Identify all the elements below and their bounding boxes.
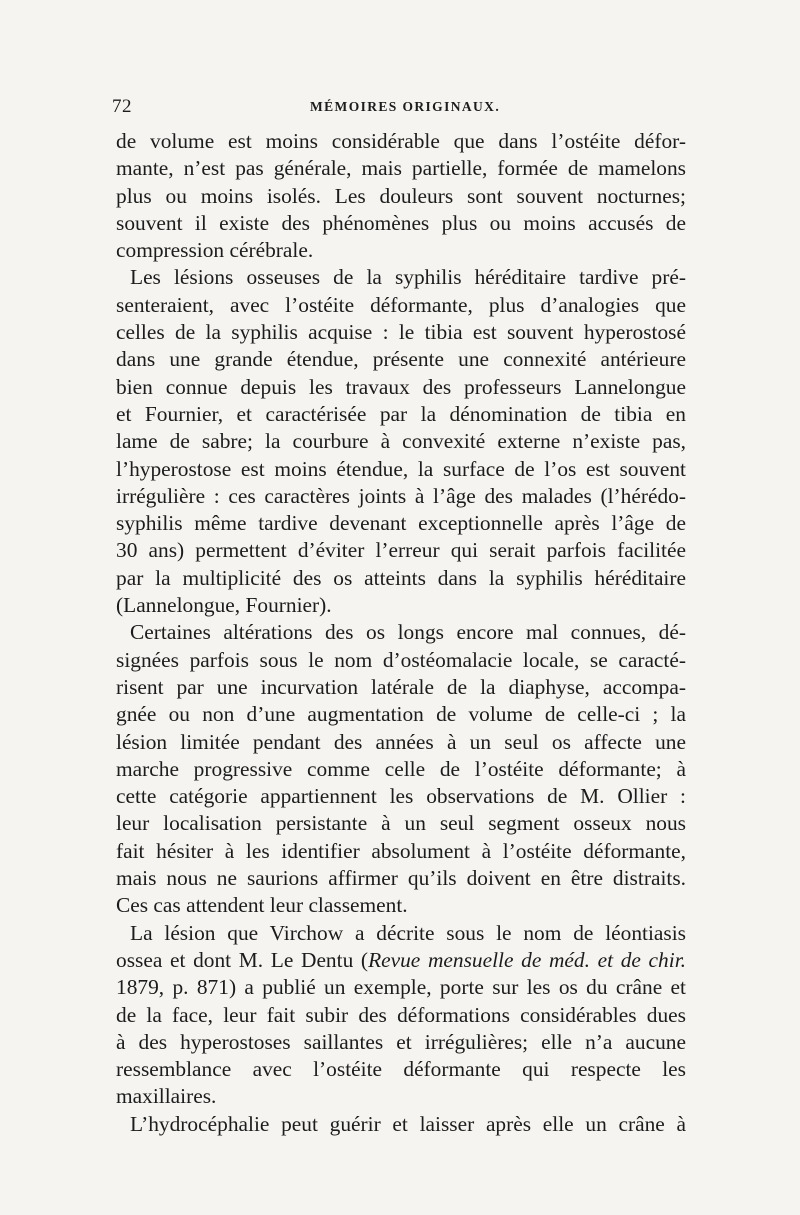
page-number: 72: [112, 96, 132, 117]
running-title: MÉMOIRES ORIGINAUX.: [310, 99, 501, 114]
text-line: risent par une incurvation latérale de la diaphyse, accompa-: [116, 674, 686, 699]
text-line: gnée ou non d’une augmentation de volume de celle-ci ; la: [116, 702, 686, 727]
text-line: l’hyperostose est moins étendue, la surface de l’os est souvent: [116, 456, 686, 481]
page-header: [112, 96, 686, 128]
text-line: ressemblance avec l’ostéite déformante qui respecte les: [116, 1057, 686, 1082]
text-line: et Fournier, et caractérisée par la dénomination de tibia en: [116, 401, 686, 426]
text-line: de la face, leur fait subir des déformations considérables dues: [116, 1002, 686, 1027]
text-line: syphilis même tardive devenant exceptionnelle après l’âge de: [116, 511, 686, 536]
text-line: compression cérébrale.: [116, 238, 314, 263]
text-line: lésion limitée pendant des années à un seul os affecte une: [116, 729, 686, 754]
text-line: lame de sabre; la courbure à convexité externe n’existe pas,: [116, 429, 686, 454]
text-line: (Lannelongue, Fournier).: [116, 593, 332, 618]
journal-title: Revue mensuelle de méd. et de chir.: [368, 947, 686, 972]
document-page: [112, 96, 686, 1138]
text-line: 30 ans) permettent d’éviter l’erreur qui serait parfois facilitée: [116, 538, 686, 563]
text-line: plus ou moins isolés. Les douleurs sont souvent nocturnes;: [116, 183, 686, 208]
text-line: mais nous ne saurions affirmer qu’ils doivent en être distraits.: [116, 866, 686, 891]
text-line: de volume est moins considérable que dans l’ostéite défor-: [116, 129, 686, 153]
text-line: irrégulière : ces caractères joints à l’âge des malades (l’hérédo-: [116, 483, 686, 508]
text-line: à des hyperostoses saillantes et irrégulières; elle n’a aucune: [116, 1029, 686, 1054]
text-line: cette catégorie appartiennent les observations de M. Ollier :: [116, 784, 686, 809]
paragraph-start-line: La lésion que Virchow a décrite sous le nom de léontiasis: [130, 920, 686, 945]
text-line: Ces cas attendent leur classement.: [116, 893, 408, 918]
paragraph-start-line: L’hydrocéphalie peut guérir et laisser après elle un crâne à: [130, 1111, 686, 1136]
body-text: [116, 128, 686, 1138]
text-line: signées parfois sous le nom d’ostéomalacie locale, se caracté-: [116, 647, 686, 672]
text-line: 1879, p. 871) a publié un exemple, porte sur les os du crâne et: [116, 975, 686, 1000]
text-line: mante, n’est pas générale, mais partielle, formée de mamelons: [116, 156, 686, 181]
text-line: senteraient, avec l’ostéite déformante, plus d’analogies que: [116, 292, 686, 317]
text-line: souvent il existe des phénomènes plus ou moins accusés de: [116, 210, 686, 235]
paragraph-start-line: Les lésions osseuses de la syphilis héréditaire tardive pré-: [130, 265, 686, 290]
paragraph-start-line: Certaines altérations des os longs encore mal connues, dé-: [130, 620, 686, 645]
text-line: maxillaires.: [116, 1084, 217, 1109]
citation-prefix: ossea et dont M. Le Dentu (: [116, 947, 369, 972]
text-line: celles de la syphilis acquise : le tibia est souvent hyperostosé: [116, 320, 686, 345]
text-line: leur localisation persistante à un seul segment osseux nous: [116, 811, 686, 836]
text-line: fait hésiter à les identifier absolument à l’ostéite déformante,: [116, 838, 686, 863]
text-line: bien connue depuis les travaux des professeurs Lannelongue: [116, 374, 686, 399]
text-line: par la multiplicité des os atteints dans la syphilis héréditaire: [116, 565, 686, 590]
text-line: marche progressive comme celle de l’ostéite déformante; à: [116, 756, 686, 781]
citation-line: [116, 947, 686, 974]
text-line: dans une grande étendue, présente une connexité antérieure: [116, 347, 686, 372]
